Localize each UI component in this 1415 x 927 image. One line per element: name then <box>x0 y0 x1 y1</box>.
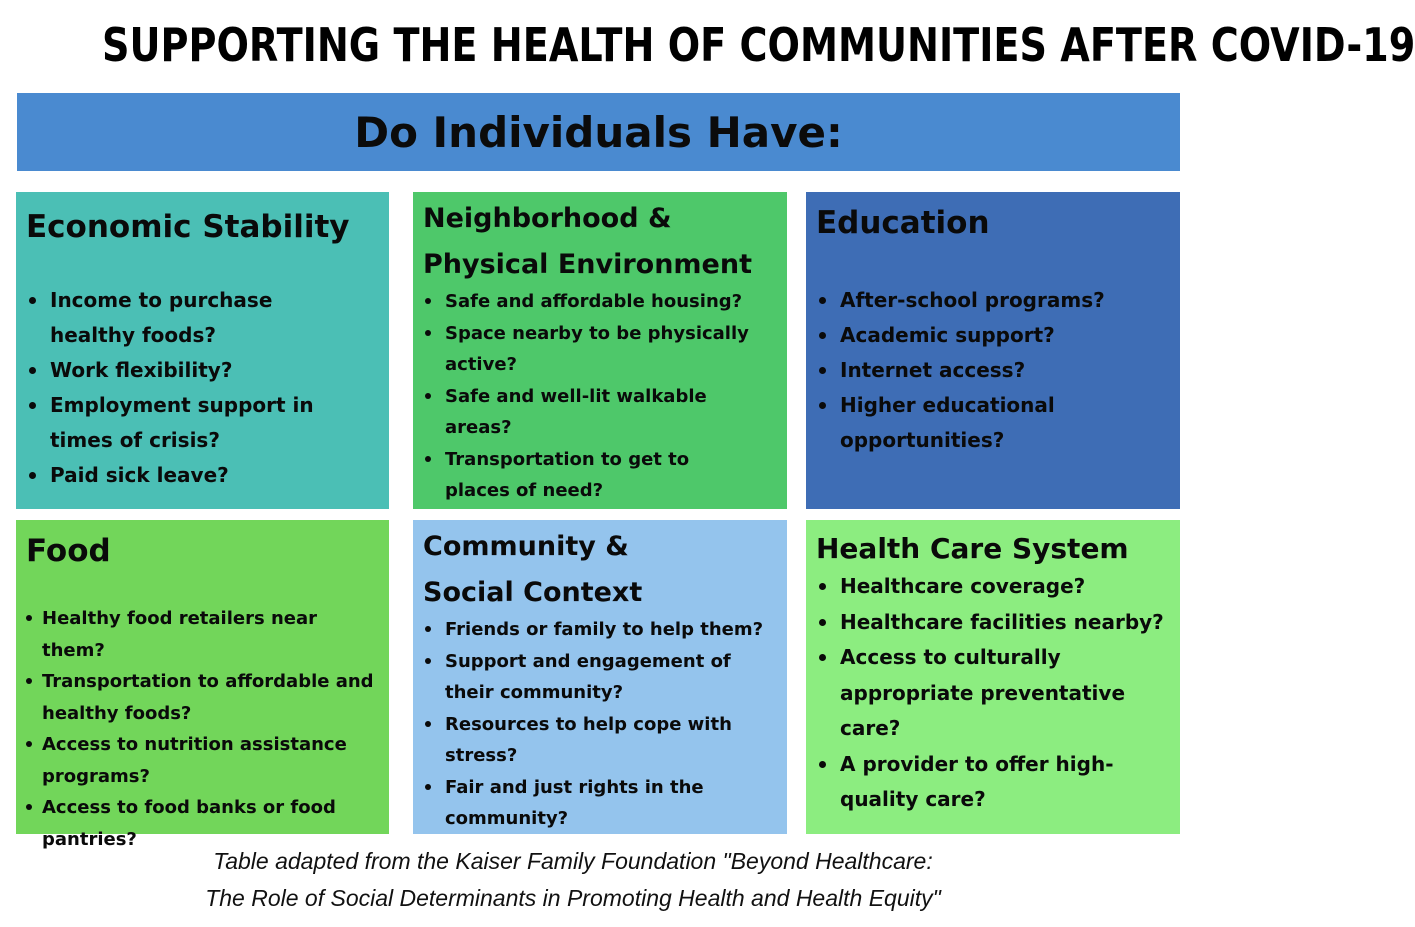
list-item: Income to purchase healthy foods? <box>26 283 330 353</box>
card-list <box>26 603 379 855</box>
list-item: Employment support in times of crisis? <box>26 388 350 458</box>
list-item: Internet access? <box>816 353 1170 388</box>
card-list <box>423 286 777 507</box>
card-heading-line: Neighborhood & <box>423 203 672 234</box>
list-item: Access to culturally appropriate preventative care? <box>816 640 1140 747</box>
page-title: SUPPORTING THE HEALTH OF COMMUNITIES AFTER COVID-19 <box>102 18 1415 72</box>
list-item: Healthcare facilities nearby? <box>816 605 1170 641</box>
citation-line: Table adapted from the Kaiser Family Foundation "Beyond Healthcare: <box>213 848 933 874</box>
list-item: Healthy food retailers near them? <box>26 603 379 666</box>
card-neighborhood-environment <box>413 192 787 509</box>
list-item: Space nearby to be physically active? <box>423 318 755 381</box>
question-banner <box>17 93 1180 171</box>
card-list <box>816 569 1170 818</box>
card-heading: Economic Stability <box>26 209 350 245</box>
card-list <box>816 283 1170 458</box>
list-item: Support and engagement of their community? <box>423 646 745 709</box>
list-item: Safe and affordable housing? <box>423 286 777 318</box>
list-item: Academic support? <box>816 318 1170 353</box>
banner-text: Do Individuals Have: <box>354 107 843 157</box>
list-item: Access to nutrition assistance programs? <box>26 729 362 792</box>
list-item: Transportation to affordable and healthy foods? <box>26 666 382 729</box>
list-item: Healthcare coverage? <box>816 569 1170 605</box>
card-economic-stability <box>16 192 389 509</box>
list-item: A provider to offer high-quality care? <box>816 747 1140 818</box>
list-item: Higher educational opportunities? <box>816 388 1100 458</box>
card-heading <box>423 524 777 616</box>
card-list <box>423 614 777 835</box>
card-list <box>26 283 379 493</box>
list-item: Fair and just rights in the community? <box>423 772 725 835</box>
list-item: After-school programs? <box>816 283 1170 318</box>
card-heading-line: Physical Environment <box>423 249 752 280</box>
card-heading: Education <box>816 205 990 241</box>
list-item: Safe and well-lit walkable areas? <box>423 381 725 444</box>
list-item: Transportation to get to places of need? <box>423 444 715 507</box>
list-item: Access to food banks or food pantries? <box>26 792 352 855</box>
list-item: Work flexibility? <box>26 353 379 388</box>
list-item: Resources to help cope with stress? <box>423 709 745 772</box>
card-food <box>16 520 389 850</box>
card-heading: Food <box>26 533 111 569</box>
card-health-care-system <box>806 520 1180 834</box>
card-heading-line: Social Context <box>423 577 643 608</box>
card-heading <box>423 196 777 288</box>
card-education <box>806 192 1180 509</box>
card-community-social-context <box>413 520 787 834</box>
card-heading-line: Community & <box>423 531 629 562</box>
citation-line: The Role of Social Determinants in Promoting Health and Health Equity" <box>205 885 941 911</box>
card-heading: Health Care System <box>816 532 1129 565</box>
list-item: Paid sick leave? <box>26 458 379 493</box>
source-citation <box>0 843 1146 917</box>
list-item: Friends or family to help them? <box>423 614 777 646</box>
